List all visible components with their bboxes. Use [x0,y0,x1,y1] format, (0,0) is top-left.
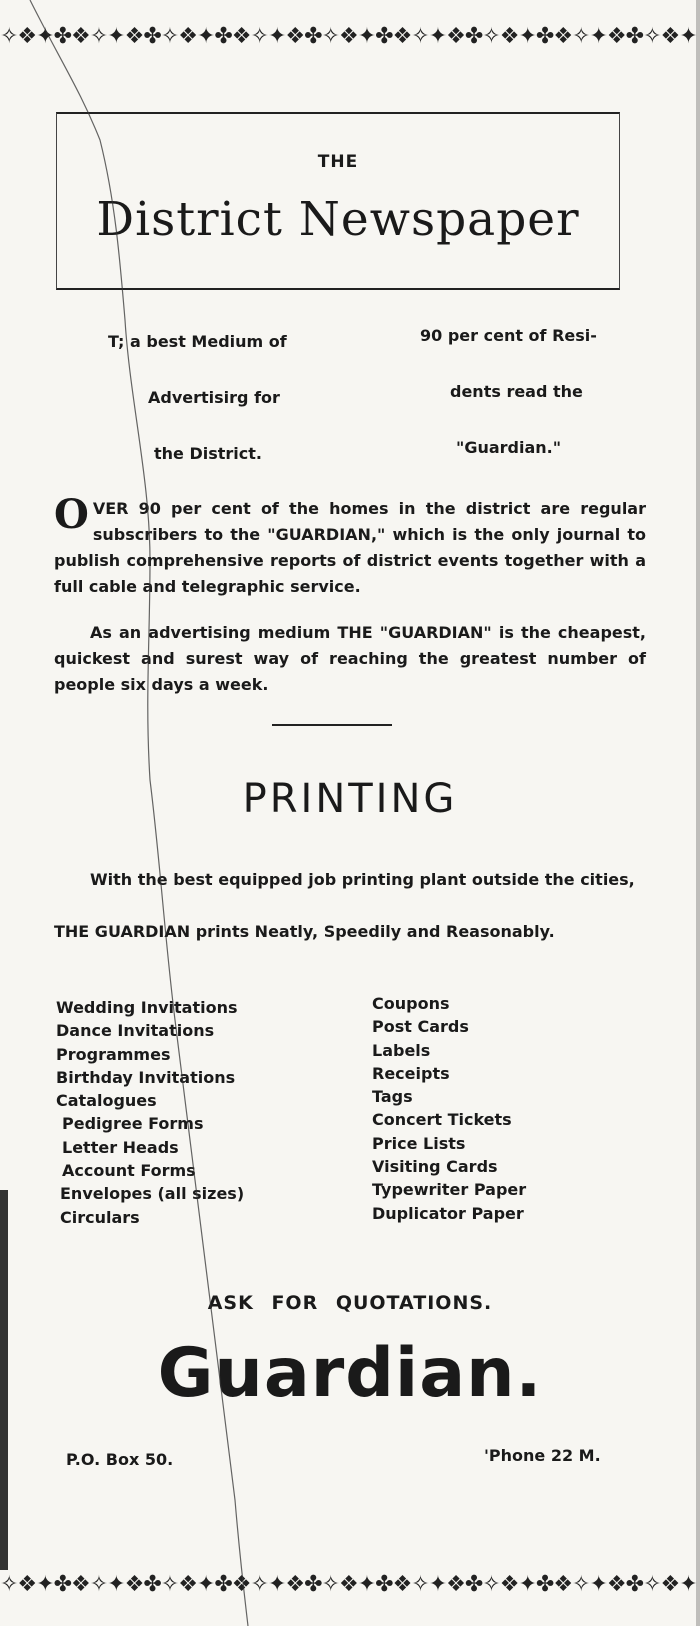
ask-for-quotations: ASK FOR QUOTATIONS. [207,1292,493,1314]
printing-intro-line1: With the best equipped job printing plant outside the cities, [90,870,635,889]
scan-edge-left [0,1190,8,1570]
list-item: Concert Tickets [372,1110,512,1130]
po-box: P.O. Box 50. [66,1450,174,1469]
phone-number: 'Phone 22 M. [484,1446,601,1465]
ornamental-border-bottom: ✧❖✦✤❖✧✦❖✤✧❖✦✤❖✧✦❖✤✧❖✦✤❖✧✦❖✤✧❖✦✤❖✧✦❖✤✧❖✦ [0,1572,697,1597]
claim-right-line: 90 per cent of Resi- [420,326,597,345]
list-item: Labels [372,1040,431,1060]
list-item: Dance Invitations [56,1021,215,1041]
list-item: Typewriter Paper [372,1180,527,1200]
masthead-the: THE [317,152,359,172]
list-item: Envelopes (all sizes) [60,1184,245,1204]
list-item: Letter Heads [62,1137,179,1157]
list-item: Birthday Invitations [56,1067,236,1087]
paragraph-advertising: As an advertising medium THE "GUARDIAN" is the cheapest, quickest and surest way of reaching the greatest number of people six days a week. [54,623,646,694]
list-item: Circulars [60,1207,140,1227]
list-item: Account Forms [62,1161,196,1181]
paragraph-subscribers [54,491,646,600]
paragraph-subscribers-text: VER 90 per cent of the homes in the district are regular subscribers to the "GUARDIAN," which is the only journal to publish comprehensive reports of district events together with a full cable and telegraphic service. [54,499,646,596]
claim-left-line: Advertisirg for [148,388,280,407]
brand-name: Guardian. [157,1334,543,1413]
claim-left-line: T; a best Medium of [108,332,287,351]
ornamental-border-top: ✧❖✦✤❖✧✦❖✤✧❖✦✤❖✧✦❖✤✧❖✦✤❖✧✦❖✤✧❖✦✤❖✧✦❖✤✧❖✦ [0,24,697,49]
list-item: Catalogues [56,1091,157,1111]
masthead-title: District Newspaper [96,192,580,247]
printing-services-right [372,992,672,1225]
printing-heading: PRINTING [242,776,458,822]
printing-services-left [56,996,356,1229]
list-item: Programmes [56,1044,171,1064]
list-item: Receipts [372,1063,450,1083]
claims-left-column [108,314,348,482]
list-item: Duplicator Paper [372,1203,524,1223]
claim-right-line: "Guardian." [456,438,562,457]
claim-right-line: dents read the [450,382,583,401]
drop-cap: O [54,491,89,538]
section-divider [272,724,392,726]
masthead-box [56,112,620,290]
list-item: Price Lists [372,1133,466,1153]
list-item: Pedigree Forms [62,1114,204,1134]
printing-intro-line2: THE GUARDIAN prints Neatly, Speedily and Reasonably. [54,922,555,941]
list-item: Visiting Cards [372,1157,498,1177]
list-item: Tags [372,1087,413,1107]
claims-right-column [420,308,680,476]
list-item: Post Cards [372,1017,469,1037]
claim-left-line: the District. [154,444,262,463]
list-item: Coupons [372,994,450,1013]
scan-edge-right [696,0,700,1626]
list-item: Wedding Invitations [56,998,238,1017]
